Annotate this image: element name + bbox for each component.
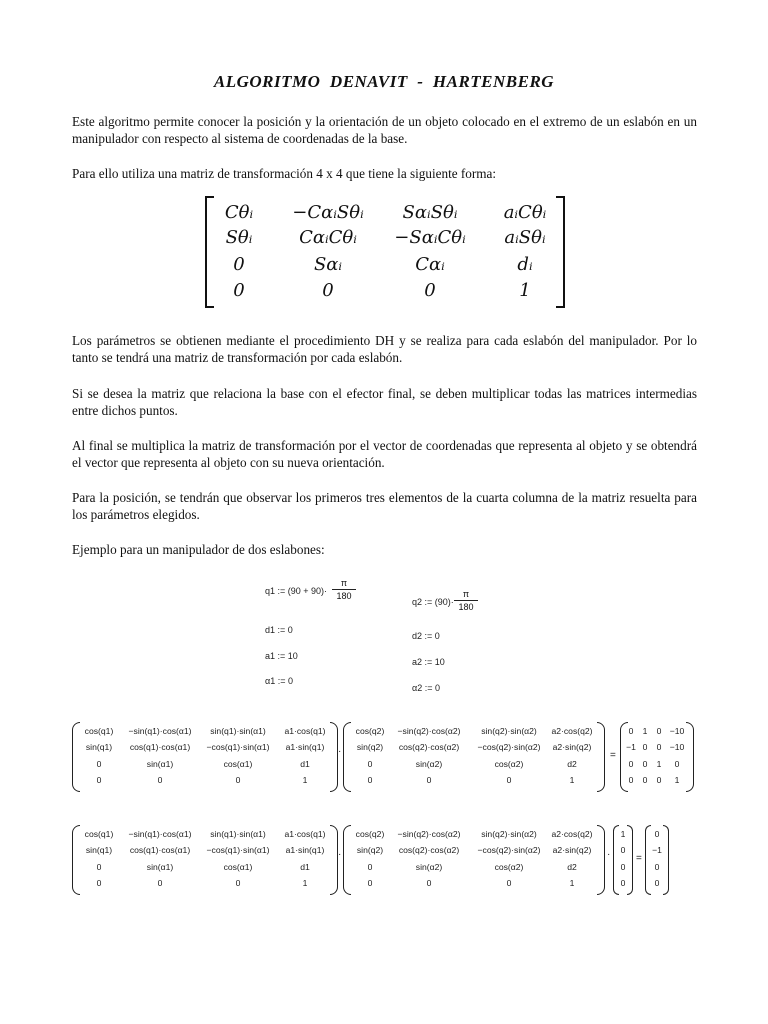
matrix-cell: 0 (628, 726, 634, 736)
dh-cell: Sαᵢ (313, 254, 343, 275)
matrix-cell: 0 (367, 862, 373, 872)
matrix-cell: sin(q1) (85, 742, 113, 752)
matrix-cell: sin(q1)·sin(α1) (210, 726, 266, 736)
matrix-cell: sin(q2) (356, 742, 384, 752)
vector-cell: 0 (654, 862, 660, 872)
alpha2-definition: α2 := 0 (412, 683, 440, 693)
a1-definition: a1 := 10 (265, 651, 298, 661)
dh-cell: SαᵢSθᵢ (402, 202, 458, 223)
dh-cell: −SαᵢCθᵢ (394, 227, 466, 248)
vector-cell: 0 (620, 845, 626, 855)
q1-definition: q1 := (90 + 90)· (265, 586, 328, 596)
matrix-cell: 0 (674, 759, 680, 769)
matrix-cell: −10 (669, 742, 685, 752)
matrix-cell: d1 (300, 759, 310, 769)
matrix-cell: 0 (96, 878, 102, 888)
matrix-cell: cos(q1) (84, 829, 114, 839)
matrix-cell: 0 (96, 775, 102, 785)
matrix-cell: 0 (426, 878, 432, 888)
matrix-cell: 0 (235, 878, 241, 888)
matrix-cell: 0 (96, 759, 102, 769)
output-vector (645, 825, 669, 895)
dh-cell: CαᵢCθᵢ (299, 227, 357, 248)
matrix-cell: 0 (157, 878, 163, 888)
paragraph-position: Para la posición, se tendrán que observar los primeros tres elementos de la cuarta columna de la matriz resuelta para los parámetros elegidos. (72, 490, 697, 522)
matrix-cell: 1 (642, 726, 648, 736)
matrix-cell: sin(q1)·sin(α1) (210, 829, 266, 839)
matrix-cell: a1·sin(q1) (285, 845, 325, 855)
matrix-cell: 0 (96, 862, 102, 872)
matrix-cell: sin(q2)·sin(α2) (481, 829, 537, 839)
matrix-cell: 0 (506, 878, 512, 888)
dh-transformation-matrix (205, 196, 565, 316)
dh-cell: aᵢSθᵢ (504, 227, 546, 248)
matrix-cell: sin(q2) (356, 845, 384, 855)
matrix-cell: 0 (506, 775, 512, 785)
dh-cell: −CαᵢSθᵢ (292, 202, 364, 223)
matrix-cell: sin(q1) (85, 845, 113, 855)
matrix-cell: sin(q2)·sin(α2) (481, 726, 537, 736)
matrix-cell: 1 (569, 878, 575, 888)
equals-sign: = (636, 853, 642, 864)
matrix-cell: 1 (569, 775, 575, 785)
matrix-cell: cos(q2)·cos(α2) (398, 742, 460, 752)
matrix-cell: 1 (302, 775, 308, 785)
matrix-cell: −sin(q2)·cos(α2) (397, 829, 461, 839)
matrix-cell: a2·cos(q2) (551, 726, 593, 736)
vector-cell: 0 (654, 829, 660, 839)
matrix-cell: cos(α1) (223, 862, 253, 872)
matrix-cell: a1·sin(q1) (285, 742, 325, 752)
matrix-cell: −cos(q2)·sin(α2) (477, 742, 541, 752)
vector-cell: 0 (654, 878, 660, 888)
matrix-cell: 1 (302, 878, 308, 888)
q1-fraction: $\frac{\pi}{180}$ (332, 578, 356, 601)
matrix-cell: 0 (426, 775, 432, 785)
matrix-cell: 1 (674, 775, 680, 785)
matrix-cell: sin(α2) (415, 862, 443, 872)
matrix-cell: −10 (669, 726, 685, 736)
matrix-cell: cos(q1)·cos(α1) (129, 845, 191, 855)
matrix-cell: sin(α1) (146, 759, 174, 769)
paragraph-example: Ejemplo para un manipulador de dos eslabones: (72, 542, 325, 557)
matrix-link2 (343, 722, 605, 792)
matrix-cell: cos(α1) (223, 759, 253, 769)
matrix-cell: sin(α1) (146, 862, 174, 872)
paragraph-intro: Este algoritmo permite conocer la posición y la orientación de un objeto colocado en el extremo de un eslabón en un manipulador con respecto al sistema de coordenadas de la base. (72, 114, 697, 146)
matrix-cell: a2·cos(q2) (551, 829, 593, 839)
matrix-cell: 0 (367, 759, 373, 769)
matrix-cell: 0 (367, 775, 373, 785)
matrix-cell: −sin(q2)·cos(α2) (397, 726, 461, 736)
matrix-cell: 0 (628, 775, 634, 785)
vector-cell: 0 (620, 862, 626, 872)
alpha1-definition: α1 := 0 (265, 676, 293, 686)
q2-fraction: $\frac{\pi}{180}$ (454, 589, 478, 612)
matrix-cell: 1 (656, 759, 662, 769)
matrix-cell: a2·sin(q2) (552, 742, 592, 752)
matrix-cell: cos(q2) (355, 829, 385, 839)
matrix-cell: 0 (642, 775, 648, 785)
multiply-operator: · (338, 849, 342, 860)
matrix-cell: 0 (656, 775, 662, 785)
matrix-cell: a2·sin(q2) (552, 845, 592, 855)
matrix-cell: 0 (367, 878, 373, 888)
matrix-cell: cos(α2) (494, 759, 524, 769)
multiply-operator: · (607, 849, 611, 860)
dh-cell: 0 (424, 280, 436, 301)
matrix-cell: 0 (235, 775, 241, 785)
matrix-cell: 0 (157, 775, 163, 785)
matrix-link2 (343, 825, 605, 895)
paragraph-matrix-intro: Para ello utiliza una matriz de transformación 4 x 4 que tiene la siguiente forma: (72, 166, 497, 181)
matrix-cell: −cos(q1)·sin(α1) (206, 742, 270, 752)
matrix-cell: 0 (628, 759, 634, 769)
document-title: ALGORITMO DENAVIT - HARTENBERG (213, 72, 555, 91)
paragraph-multiply: Si se desea la matriz que relaciona la base con el efector final, se deben multiplicar todas las matrices intermedias entre dichos puntos. (72, 386, 697, 418)
vector-cell: 1 (620, 829, 626, 839)
matrix-cell: cos(q2) (355, 726, 385, 736)
vector-cell: −1 (652, 845, 662, 855)
dh-cell: Cθᵢ (224, 202, 254, 223)
matrix-cell: d2 (567, 759, 577, 769)
dh-cell: dᵢ (517, 254, 533, 275)
dh-cell: 1 (519, 280, 531, 301)
vector-cell: 0 (620, 878, 626, 888)
matrix-cell: −sin(q1)·cos(α1) (128, 726, 192, 736)
paragraph-parameters: Los parámetros se obtienen mediante el procedimiento DH y se realiza para cada eslabón del manipulador. Por lo tanto se tendrá una matriz de transformación por cada eslabón. (72, 333, 697, 365)
input-vector (613, 825, 633, 895)
multiply-operator: · (338, 746, 342, 757)
matrix-cell: −1 (626, 742, 636, 752)
matrix-cell: d1 (300, 862, 310, 872)
matrix-cell: 0 (642, 759, 648, 769)
matrix-cell: sin(α2) (415, 759, 443, 769)
dh-cell: aᵢCθᵢ (503, 202, 547, 223)
matrix-cell: a1·cos(q1) (284, 726, 326, 736)
dh-cell: 0 (233, 254, 245, 275)
equals-sign: = (610, 750, 616, 761)
paragraph-vector: Al final se multiplica la matriz de transformación por el vector de coordenadas que representa al objeto y se obtendrá el vector que representa al objeto con su nueva orientación. (72, 438, 697, 470)
matrix-cell: cos(α2) (494, 862, 524, 872)
matrix-cell: 0 (656, 726, 662, 736)
matrix-result (620, 722, 694, 792)
matrix-cell: 0 (642, 742, 648, 752)
matrix-cell: −cos(q2)·sin(α2) (477, 845, 541, 855)
d1-definition: d1 := 0 (265, 625, 293, 635)
matrix-cell: −cos(q1)·sin(α1) (206, 845, 270, 855)
dh-cell: Cαᵢ (415, 254, 445, 275)
matrix-cell: cos(q1) (84, 726, 114, 736)
q2-definition: q2 := (90)· (412, 597, 454, 607)
matrix-cell: cos(q1)·cos(α1) (129, 742, 191, 752)
matrix-cell: 0 (656, 742, 662, 752)
matrix-link1 (72, 825, 338, 895)
matrix-cell: a1·cos(q1) (284, 829, 326, 839)
dh-cell: Sθᵢ (225, 227, 253, 248)
matrix-cell: −sin(q1)·cos(α1) (128, 829, 192, 839)
matrix-cell: cos(q2)·cos(α2) (398, 845, 460, 855)
a2-definition: a2 := 10 (412, 657, 445, 667)
matrix-cell: d2 (567, 862, 577, 872)
dh-cell: 0 (322, 280, 334, 301)
matrix-link1 (72, 722, 338, 792)
dh-cell: 0 (233, 280, 245, 301)
d2-definition: d2 := 0 (412, 631, 440, 641)
